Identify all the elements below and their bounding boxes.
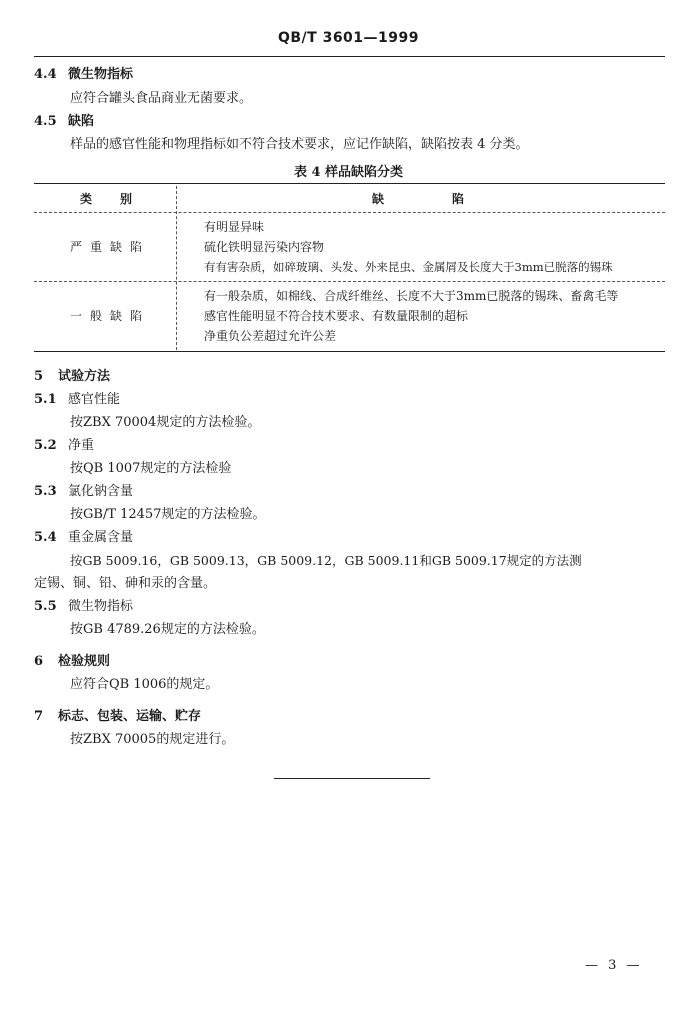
section-5-3-heading: [34, 484, 133, 500]
section-4-4-body: 应符合罐头食品商业无菌要求。: [70, 91, 253, 106]
table-top-rule: [34, 183, 665, 184]
table-header-divider: [34, 212, 665, 213]
section-number: 5.3: [34, 484, 57, 499]
section-number: 5.5: [34, 599, 57, 614]
section-5-2-body: 按QB 1007规定的方法检验: [70, 461, 232, 476]
section-title: 缺陷: [68, 114, 95, 129]
table-row-item: 感官性能明显不符合技术要求、有数量限制的超标: [204, 309, 469, 323]
table-header-defect: 缺 陷: [371, 192, 468, 206]
table-row-item: 硫化铁明显污染内容物: [204, 240, 325, 254]
header-rule: [34, 56, 665, 57]
section-4-5-heading: [34, 114, 94, 130]
end-of-document-rule: [274, 778, 430, 779]
section-5-4-body: 按GB 5009.16，GB 5009.13，GB 5009.12，GB 5009.11和GB 5009.17规定的方法测: [70, 553, 582, 568]
section-title: 试验方法: [58, 369, 111, 384]
section-5-1-body: 按ZBX 70004规定的方法检验。: [70, 415, 261, 430]
table-row-item: 有明显异味: [204, 220, 265, 234]
section-7-heading: [34, 709, 201, 725]
section-number: 4.5: [34, 114, 57, 129]
table-row-item: 净重负公差超过允许公差: [204, 329, 337, 343]
table-row-item: 有有害杂质，如碎玻璃、头发、外来昆虫、金属屑及长度大于3mm已脱落的锡珠: [204, 260, 613, 274]
section-5-5-heading: [34, 599, 133, 615]
section-number: 6: [34, 654, 44, 669]
table-column-divider: [176, 186, 177, 350]
section-title: 检验规则: [58, 654, 111, 669]
page-number: — 3 —: [585, 958, 643, 973]
section-5-5-body: 按GB 4789.26规定的方法检验。: [70, 622, 265, 637]
table-row-divider: [34, 281, 665, 282]
section-6-heading: [34, 654, 110, 670]
section-number: 5.2: [34, 438, 57, 453]
standard-code-header: QB/T 3601—1999: [277, 30, 420, 46]
table-row-item: 有一般杂质，如棉线、合成纤维丝、长度不大于3mm已脱落的锡珠、畜禽毛等: [204, 289, 619, 303]
table-header-category: 类 别: [79, 192, 140, 206]
table-bottom-rule: [34, 351, 665, 352]
table-row-category: 一般缺陷: [69, 309, 150, 323]
section-7-body: 按ZBX 70005的规定进行。: [70, 732, 235, 747]
section-number: 5.4: [34, 530, 57, 545]
section-title: 微生物指标: [68, 67, 134, 82]
section-title: 感官性能: [68, 392, 121, 407]
section-number: 7: [34, 709, 44, 724]
table-row-category: 严重缺陷: [69, 240, 150, 254]
section-6-body: 应符合QB 1006的规定。: [70, 677, 219, 692]
section-4-5-body: 样品的感官性能和物理指标如不符合技术要求，应记作缺陷，缺陷按表 4 分类。: [70, 137, 529, 152]
section-number: 4.4: [34, 67, 57, 82]
section-number: 5.1: [34, 392, 57, 407]
table-caption: 表 4 样品缺陷分类: [293, 165, 404, 180]
section-title: 标志、包装、运输、贮存: [58, 709, 202, 724]
section-number: 5: [34, 369, 44, 384]
section-4-4-heading: [34, 67, 133, 83]
section-5-heading: [34, 369, 110, 385]
section-title: 微生物指标: [68, 599, 134, 614]
section-5-2-heading: [34, 438, 94, 454]
section-title: 净重: [68, 438, 95, 453]
section-5-4-heading: [34, 530, 133, 546]
section-5-3-body: 按GB/T 12457规定的方法检验。: [70, 507, 266, 522]
section-title: 重金属含量: [68, 530, 134, 545]
section-title: 氯化钠含量: [68, 484, 134, 499]
section-5-1-heading: [34, 392, 120, 408]
section-5-4-body-continued: 定锡、铜、铅、砷和汞的含量。: [34, 576, 217, 591]
